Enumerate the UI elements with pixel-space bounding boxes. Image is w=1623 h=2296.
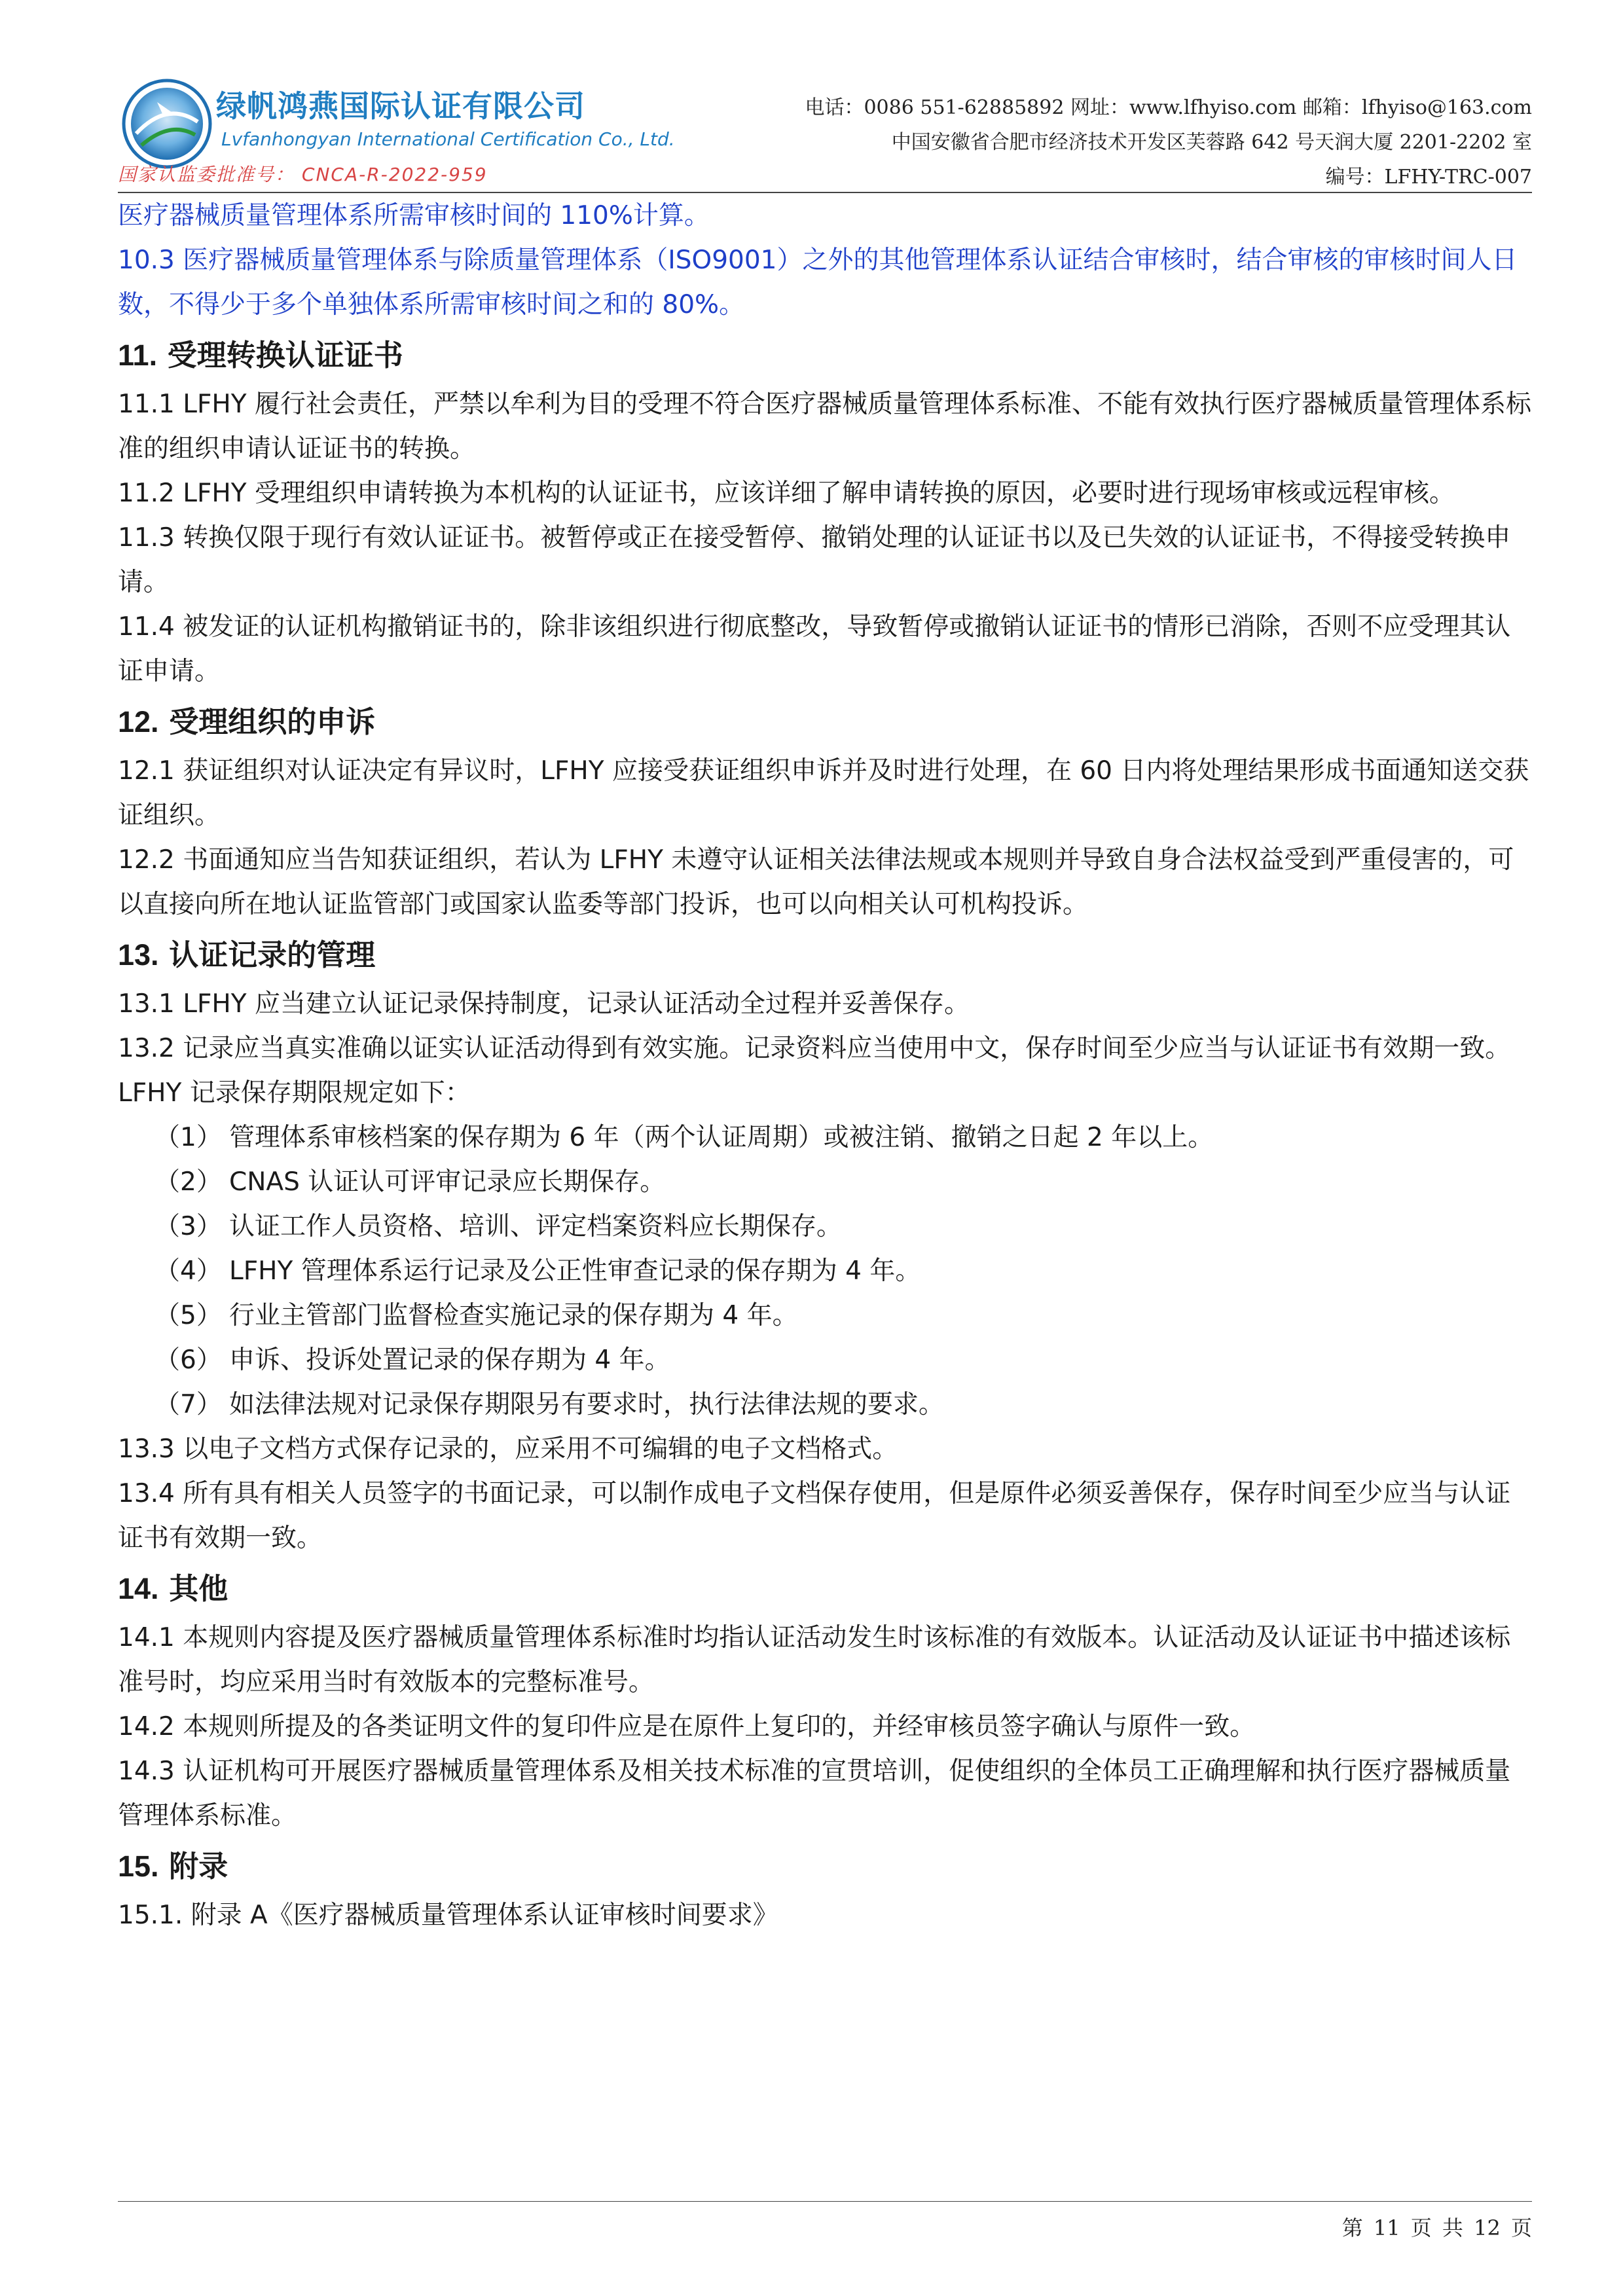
list-item-text: 申诉、投诉处置记录的保存期为 4 年。: [229, 1345, 670, 1375]
list-item: [118, 1294, 1532, 1338]
list-item: [118, 1116, 1532, 1160]
list-item-text: 如法律法规对记录保存期限另有要求时，执行法律法规的要求。: [229, 1390, 945, 1419]
section-14-heading: [118, 1569, 1532, 1609]
document-body: [118, 194, 1532, 1938]
list-item-number: （2）: [155, 1167, 222, 1197]
section-number: 13.: [118, 938, 159, 972]
contact-phone-web-email: 电话：0086 551-62885892 网址：www.lfhyiso.com 邮箱：lfhyiso@163.com: [805, 96, 1532, 119]
list-item-number: （4）: [155, 1256, 222, 1286]
company-name-en: Lvfanhongyan International Certification Co., Ltd.: [221, 128, 675, 150]
list-item-text: 管理体系审核档案的保存期为 6 年（两个认证周期）或被注销、撤销之日起 2 年以上。: [229, 1123, 1214, 1152]
list-item-text: 行业主管部门监督检查实施记录的保存期为 4 年。: [229, 1301, 798, 1330]
clause-14-3: 14.3 认证机构可开展医疗器械质量管理体系及相关技术标准的宣贯培训，促使组织的全体员工正确理解和执行医疗器械质量管理体系标准。: [118, 1757, 1511, 1831]
list-item-number: （3）: [155, 1212, 222, 1241]
company-logo-icon: [118, 75, 216, 173]
clause-14-2: 14.2 本规则所提及的各类证明文件的复印件应是在原件上复印的，并经审核员签字确认与原件一致。: [118, 1712, 1256, 1741]
clause-12-1: 12.1 获证组织对认证决定有异议时，LFHY 应接受获证组织申诉并及时进行处理，在 60 日内将处理结果形成书面通知送交获证组织。: [118, 756, 1529, 830]
clause-13-3: 13.3 以电子文档方式保存记录的，应采用不可编辑的电子文档格式。: [118, 1434, 898, 1464]
list-item-number: （7）: [155, 1390, 222, 1419]
approval-number: 国家认监委批准号： CNCA-R-2022-959: [118, 164, 488, 185]
contact-block: [805, 90, 1532, 194]
clause-13-4: 13.4 所有具有相关人员签字的书面记录，可以制作成电子文档保存使用，但是原件必须妥善保存，保存时间至少应当与认证证书有效期一致。: [118, 1479, 1511, 1553]
list-item-number: （1）: [155, 1123, 222, 1152]
clause-11-3: 11.3 转换仅限于现行有效认证证书。被暂停或正在接受暂停、撤销处理的认证证书以及已失效的认证证书，不得接受转换申请。: [118, 523, 1511, 597]
clause-11-2: 11.2 LFHY 受理组织申请转换为本机构的认证证书，应该详细了解申请转换的原因，必要时进行现场审核或远程审核。: [118, 479, 1455, 508]
contact-address: 中国安徽省合肥市经济技术开发区芙蓉路 642 号天润大厦 2201-2202 室: [891, 131, 1532, 154]
list-item: [118, 1160, 1532, 1205]
section-12-heading: [118, 702, 1532, 742]
list-item: [118, 1338, 1532, 1383]
list-item-text: CNAS 认证认可评审记录应长期保存。: [229, 1167, 666, 1197]
intro-paragraph: 医疗器械质量管理体系所需审核时间的 110%计算。: [118, 201, 710, 230]
clause-11-4: 11.4 被发证的认证机构撤销证书的，除非该组织进行彻底整改，导致暂停或撤销认证证书的情形已消除，否则不应受理其认证申请。: [118, 612, 1511, 686]
section-number: 15.: [118, 1850, 159, 1883]
clause-15-1: 15.1. 附录 A《医疗器械质量管理体系认证审核时间要求》: [118, 1901, 778, 1930]
company-name-cn: 绿帆鸿燕国际认证有限公司: [216, 88, 585, 124]
section-15-heading: [118, 1846, 1532, 1887]
clause-14-1: 14.1 本规则内容提及医疗器械质量管理体系标准时均指认证活动发生时该标准的有效版本。认证活动及认证证书中描述该标准号时，均应采用当时有效版本的完整标准号。: [118, 1623, 1511, 1697]
document-number: 编号：LFHY-TRC-007: [1325, 166, 1532, 189]
section-number: 12.: [118, 705, 159, 738]
section-title: 受理组织的申诉: [169, 704, 376, 739]
footer-divider: [118, 2201, 1532, 2202]
section-13-heading: [118, 935, 1532, 975]
clause-11-1: 11.1 LFHY 履行社会责任，严禁以牟利为目的受理不符合医疗器械质量管理体系标准、不能有效执行医疗器械质量管理体系标准的组织申请认证证书的转换。: [118, 390, 1531, 464]
page-number: 第 11 页 共 12 页: [1341, 2215, 1532, 2240]
section-title: 受理转换认证证书: [167, 338, 403, 373]
section-title: 认证记录的管理: [169, 938, 376, 972]
page-header: [118, 65, 1532, 190]
list-item: [118, 1205, 1532, 1249]
list-item-text: LFHY 管理体系运行记录及公正性审查记录的保存期为 4 年。: [229, 1256, 921, 1286]
section-title: 附录: [169, 1849, 228, 1884]
section-title: 其他: [169, 1571, 228, 1606]
section-11-heading: [118, 335, 1532, 376]
list-item: [118, 1249, 1532, 1294]
list-item: [118, 1383, 1532, 1427]
list-item-text: 认证工作人员资格、培训、评定档案资料应长期保存。: [229, 1212, 843, 1241]
clause-10-3: 10.3 医疗器械质量管理体系与除质量管理体系（ISO9001）之外的其他管理体系认证结合审核时，结合审核的审核时间人日数，不得少于多个单独体系所需审核时间之和的 80%。: [118, 246, 1518, 319]
list-item-number: （5）: [155, 1301, 222, 1330]
section-number: 11.: [118, 338, 158, 372]
clause-12-2: 12.2 书面通知应当告知获证组织，若认为 LFHY 未遵守认证相关法律法规或本规则并导致自身合法权益受到严重侵害的，可以直接向所在地认证监管部门或国家认监委等部门投诉，也可以向相关认可机构投诉。: [118, 845, 1514, 919]
section-number: 14.: [118, 1572, 159, 1605]
list-item-number: （6）: [155, 1345, 222, 1375]
clause-13-2: 13.2 记录应当真实准确以证实认证活动得到有效实施。记录资料应当使用中文，保存时间至少应当与认证证书有效期一致。LFHY 记录保存期限规定如下：: [118, 1034, 1511, 1108]
header-divider: [118, 192, 1532, 193]
clause-13-1: 13.1 LFHY 应当建立认证记录保持制度，记录认证活动全过程并妥善保存。: [118, 989, 970, 1019]
